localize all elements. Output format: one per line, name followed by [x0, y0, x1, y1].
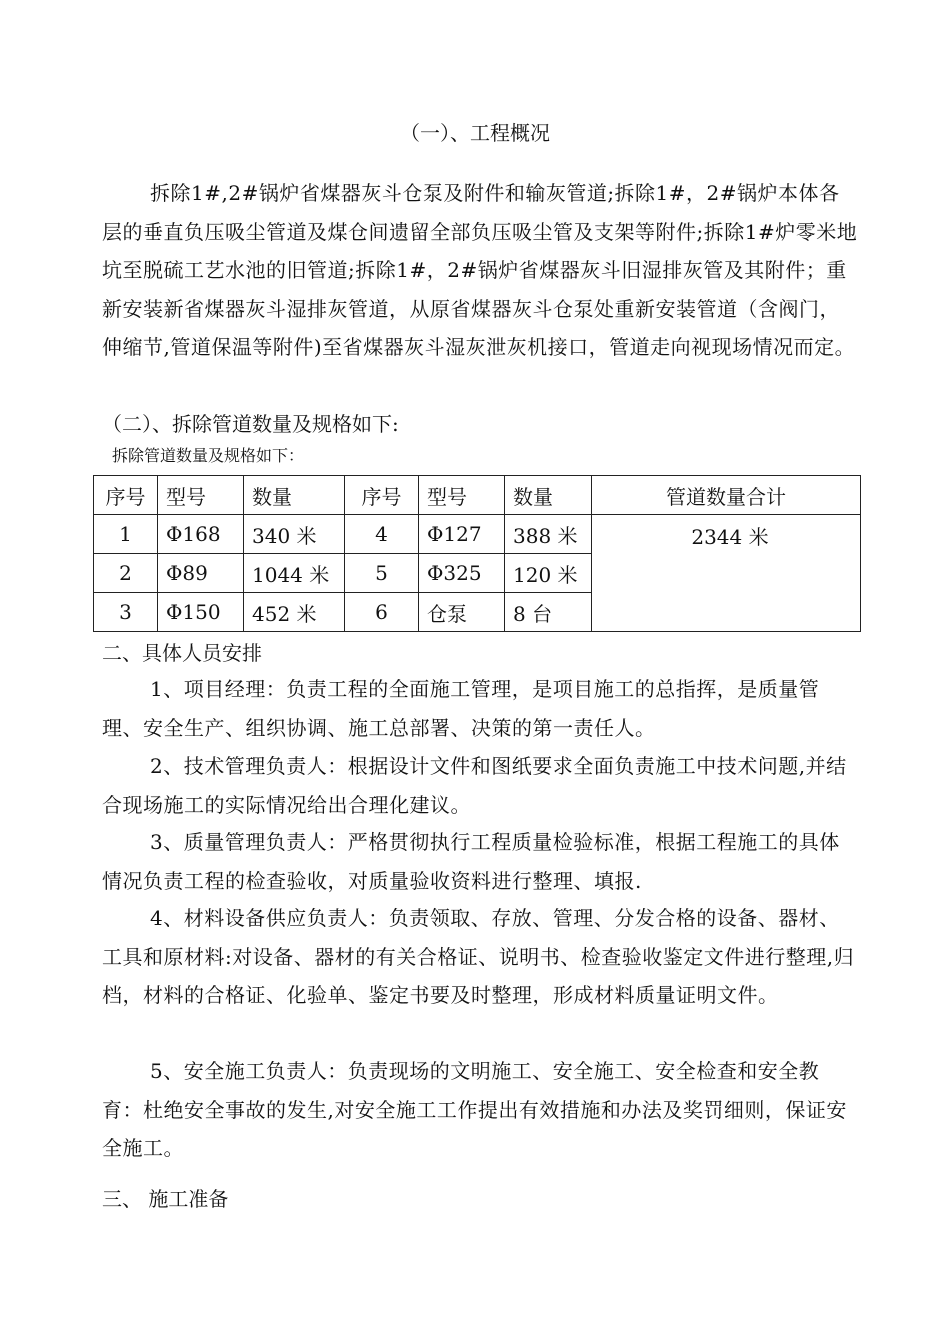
table-caption: 拆除管道数量及规格如下：: [112, 446, 305, 465]
table-cell: Φ168: [158, 515, 244, 554]
header-cell: 型号: [158, 476, 244, 515]
staff-item-quality-lead: 3、质量管理负责人：严格贯彻执行工程质量检验标准，根据工程施工的具体情况负责工程的检查验收，对质量验收资料进行整理、填报.: [102, 830, 840, 893]
section-heading-staffing: 二、具体人员安排: [102, 641, 262, 665]
header-cell: 管道数量合计: [592, 476, 861, 515]
table-cell: 6: [345, 593, 419, 632]
table-row: [94, 515, 861, 554]
table-cell: 8 台: [505, 593, 592, 632]
table-cell: Φ127: [419, 515, 505, 554]
section-heading-pipe-removal: （二）、拆除管道数量及规格如下:: [102, 412, 399, 436]
staff-item-safety-lead: 5、安全施工负责人：负责现场的文明施工、安全施工、安全检查和安全教育：杜绝安全事故的发生,对安全施工工作提出有效措施和办法及奖罚细则，保证安全施工。: [102, 1059, 847, 1160]
overview-paragraph: 拆除1#,2#锅炉省煤器灰斗仓泵及附件和输灰管道;拆除1#，2#锅炉本体各层的垂直负压吸尘管道及煤仓间遗留全部负压吸尘管及支架等附件;拆除1#炉零米地坑至脱硫工艺水池的旧管道;拆除1#，2#锅炉省煤器灰斗旧湿排灰管及其附件；重新安装新省煤器灰斗湿排灰管道，从原省煤器灰斗仓泵处重新安装管道（含阀门，伸缩节,管道保温等附件)至省煤器灰斗湿灰泄灰机接口，管道走向视现场情况而定。: [102, 181, 858, 359]
table-cell: Φ325: [419, 554, 505, 593]
table-cell: 5: [345, 554, 419, 593]
table-cell: 388 米: [505, 515, 592, 554]
table-cell: Φ150: [158, 593, 244, 632]
table-cell: 3: [94, 593, 158, 632]
total-cell: 2344 米: [592, 515, 861, 632]
table-cell: 1: [94, 515, 158, 554]
header-cell: 数量: [505, 476, 592, 515]
table-cell: 120 米: [505, 554, 592, 593]
header-cell: 序号: [345, 476, 419, 515]
section-heading-overview: （一）、工程概况: [400, 121, 550, 145]
header-cell: 序号: [94, 476, 158, 515]
section-heading-preparation: 三、 施工准备: [102, 1187, 229, 1211]
table-cell: 仓泵: [419, 593, 505, 632]
pipe-spec-table: [93, 475, 861, 632]
table-header-row: [94, 476, 861, 515]
table-cell: 1044 米: [244, 554, 345, 593]
staff-item-materials-lead: 4、材料设备供应负责人：负责领取、存放、管理、分发合格的设备、器材、工具和原材料:对设备、器材的有关合格证、说明书、检查验收鉴定文件进行整理,归档，材料的合格证、化验单、鉴定书要及时整理，形成材料质量证明文件。: [102, 906, 855, 1007]
table-cell: 452 米: [244, 593, 345, 632]
table-cell: 2: [94, 554, 158, 593]
header-cell: 型号: [419, 476, 505, 515]
header-cell: 数量: [244, 476, 345, 515]
staff-item-technical-lead: 2、技术管理负责人：根据设计文件和图纸要求全面负责施工中技术问题,并结合现场施工的实际情况给出合理化建议。: [102, 754, 847, 817]
table-cell: Φ89: [158, 554, 244, 593]
staff-item-project-manager: 1、项目经理：负责工程的全面施工管理，是项目施工的总指挥，是质量管理、安全生产、组织协调、施工总部署、决策的第一责任人。: [102, 677, 820, 740]
table-cell: 340 米: [244, 515, 345, 554]
table-cell: 4: [345, 515, 419, 554]
